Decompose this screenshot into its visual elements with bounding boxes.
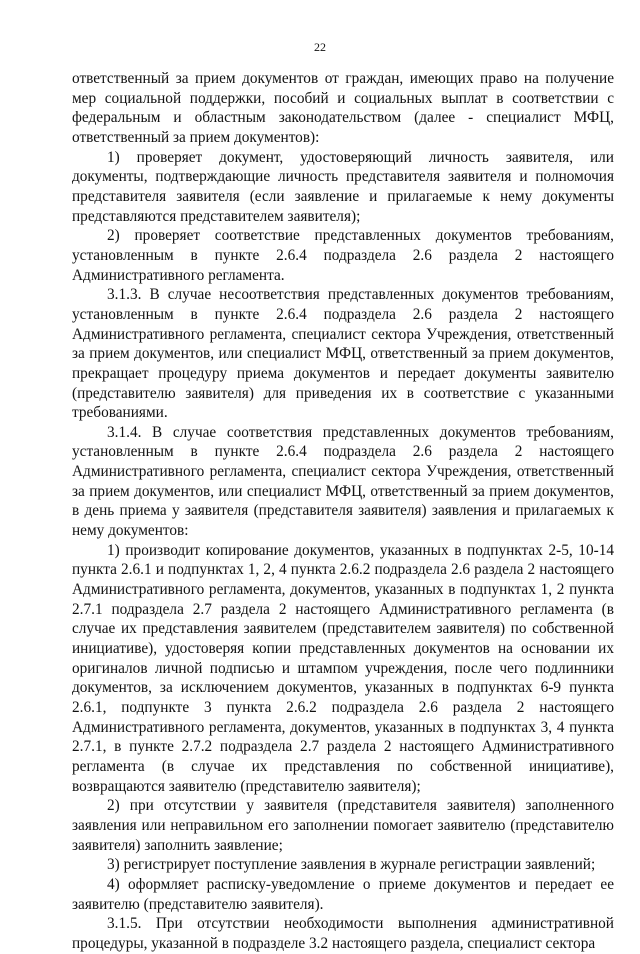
document-body: [72, 69, 614, 954]
paragraph-6: 1) производит копирование документов, указанных в подпунктах 2-5, 10-14 пункта 2.6.1 и подпунктах 1, 2, 4 пункта 2.6.2 подраздела 2.6 раздела 2 настоящего Административного регламента, документов, указанных в подпунктах 1, 2 пункта 2.7.1 подраздела 2.7 раздела 2 настоящего Административного регламента (в случае их представления заявителем (представителем заявителя) по собственной инициативе), удостоверяя копии представленных документов на основании их оригиналов личной подписью и штампом учреждения, после чего подлинники документов, за исключением документов, указанных в подпунктах 6-9 пункта 2.6.1, подпункте 3 пункта 2.6.2 подраздела 2.6 раздела 2 настоящего Административного регламента, документов, указанных в подпунктах 3, 4 пункта 2.7.1, в пункте 2.7.2 подраздела 2.7 раздела 2 настоящего Административного регламента (в случае их представления по собственной инициативе), возвращаются заявителю (представителю заявителя);: [72, 541, 614, 795]
paragraph-7: 2) при отсутствии у заявителя (представителя заявителя) заполненного заявления или неправильном его заполнении помогает заявителю (представителю заявителя) заполнить заявление;: [72, 797, 614, 854]
page-number: 22: [314, 40, 326, 54]
paragraph-1: ответственный за прием документов от граждан, имеющих право на получение мер социальной поддержки, пособий и социальных выплат в соответствии с федеральным и областным законодательством (далее - специалист МФЦ, ответственный за прием документов):: [72, 70, 614, 146]
paragraph-8: 3) регистрирует поступление заявления в журнале регистрации заявлений;: [107, 856, 596, 874]
paragraph-3: 2) проверяет соответствие представленных документов требованиям, установленным в пункте 2.6.4 подраздела 2.6 раздела 2 настоящего Административного регламента.: [72, 227, 614, 284]
paragraph-5: 3.1.4. В случае соответствия представленных документов требованиям, установленным в пункте 2.6.4 подраздела 2.6 раздела 2 настоящего Административного регламента, специалист сектора Учреждения, ответственный за прием документов, или специалист МФЦ, ответственный за прием документов, в день приема у заявителя (представителя заявителя) заявления и прилагаемых к нему документов:: [72, 423, 614, 540]
paragraph-2: 1) проверяет документ, удостоверяющий личность заявителя, или документы, подтверждающие личность представителя заявителя и полномочия представителя заявителя (если заявление и прилагаемые к нему документы представляются представителем заявителя);: [72, 148, 614, 225]
paragraph-9: 4) оформляет расписку-уведомление о приеме документов и передает ее заявителю (представителю заявителя).: [72, 875, 614, 913]
paragraph-10: 3.1.5. При отсутствии необходимости выполнения административной процедуры, указанной в подразделе 3.2 настоящего раздела, специалист сектора: [72, 915, 614, 952]
paragraph-4: 3.1.3. В случае несоответствия представленных документов требованиям, установленным в пункте 2.6.4 подраздела 2.6 раздела 2 настоящего Административного регламента, специалист сектора Учреждения, ответственный за прием документов, или специалист МФЦ, ответственный за прием документов, прекращает процедуру приема документов и передает документы заявителю (представителю заявителя) для приведения их в соответствие с указанными требованиями.: [72, 286, 614, 422]
